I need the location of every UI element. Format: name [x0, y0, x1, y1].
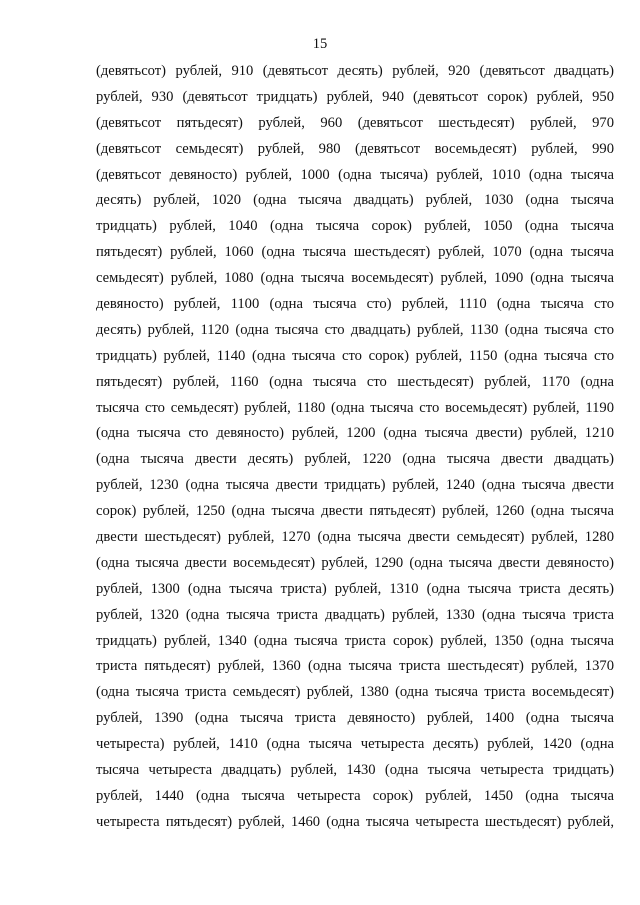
text-line: тридцать) рублей, 1340 (одна тысяча триста сорок) рублей, 1350 (одна тысяча — [96, 632, 614, 649]
text-line: тысяча четыреста двадцать) рублей, 1430 (одна тысяча четыреста тридцать) — [96, 762, 614, 779]
text-line: четыреста) рублей, 1410 (одна тысяча четыреста десять) рублей, 1420 (одна — [96, 736, 614, 753]
text-line: (девятьсот семьдесят) рублей, 980 (девятьсот восемьдесят) рублей, 990 — [96, 140, 614, 157]
text-line: семьдесят) рублей, 1080 (одна тысяча восемьдесят) рублей, 1090 (одна тысяча — [96, 270, 614, 287]
text-line: триста пятьдесят) рублей, 1360 (одна тысяча триста шестьдесят) рублей, 1370 — [96, 658, 614, 675]
text-line: девяносто) рублей, 1100 (одна тысяча сто) рублей, 1110 (одна тысяча сто — [96, 296, 614, 313]
text-line: десять) рублей, 1120 (одна тысяча сто двадцать) рублей, 1130 (одна тысяча сто — [96, 321, 614, 338]
text-line: рублей, 1440 (одна тысяча четыреста сорок) рублей, 1450 (одна тысяча — [96, 787, 614, 804]
text-line: тридцать) рублей, 1040 (одна тысяча сорок) рублей, 1050 (одна тысяча — [96, 218, 614, 235]
text-line: тридцать) рублей, 1140 (одна тысяча сто сорок) рублей, 1150 (одна тысяча сто — [96, 347, 614, 364]
text-line: (девятьсот) рублей, 910 (девятьсот десять) рублей, 920 (девятьсот двадцать) — [96, 63, 614, 79]
text-line: (одна тысяча двести десять) рублей, 1220 (одна тысяча двести двадцать) — [96, 451, 614, 468]
text-line: пятьдесят) рублей, 1160 (одна тысяча сто шестьдесят) рублей, 1170 (одна — [96, 373, 614, 390]
text-line: рублей, 930 (девятьсот тридцать) рублей, 940 (девятьсот сорок) рублей, 950 — [96, 88, 614, 105]
text-line: пятьдесят) рублей, 1060 (одна тысяча шестьдесят) рублей, 1070 (одна тысяча — [96, 244, 614, 261]
text-line: рублей, 1390 (одна тысяча триста девяносто) рублей, 1400 (одна тысяча — [96, 710, 614, 727]
text-line: двести шестьдесят) рублей, 1270 (одна тысяча двести семьдесят) рублей, 1280 — [96, 529, 614, 546]
text-line: (девятьсот пятьдесят) рублей, 960 (девятьсот шестьдесят) рублей, 970 — [96, 114, 614, 131]
page-number: 15 — [312, 36, 328, 52]
text-line: (одна тысяча двести восемьдесят) рублей, 1290 (одна тысяча двести девяносто) — [96, 554, 614, 571]
text-line: (одна тысяча сто девяносто) рублей, 1200 (одна тысяча двести) рублей, 1210 — [96, 425, 614, 442]
text-line: (девятьсот девяносто) рублей, 1000 (одна тысяча) рублей, 1010 (одна тысяча — [96, 166, 614, 183]
text-line: рублей, 1300 (одна тысяча триста) рублей, 1310 (одна тысяча триста десять) — [96, 580, 614, 597]
text-line: четыреста пятьдесят) рублей, 1460 (одна тысяча четыреста шестьдесят) рублей, — [96, 813, 614, 830]
body-text — [96, 59, 614, 836]
text-line: десять) рублей, 1020 (одна тысяча двадцать) рублей, 1030 (одна тысяча — [96, 192, 614, 209]
text-line: рублей, 1230 (одна тысяча двести тридцать) рублей, 1240 (одна тысяча двести — [96, 477, 614, 494]
text-line: (одна тысяча триста семьдесят) рублей, 1380 (одна тысяча триста восемьдесят) — [96, 684, 614, 701]
text-line: рублей, 1320 (одна тысяча триста двадцать) рублей, 1330 (одна тысяча триста — [96, 606, 614, 623]
text-line: тысяча сто семьдесят) рублей, 1180 (одна тысяча сто восемьдесят) рублей, 1190 — [96, 399, 614, 416]
text-line: сорок) рублей, 1250 (одна тысяча двести пятьдесят) рублей, 1260 (одна тысяча — [96, 503, 614, 520]
